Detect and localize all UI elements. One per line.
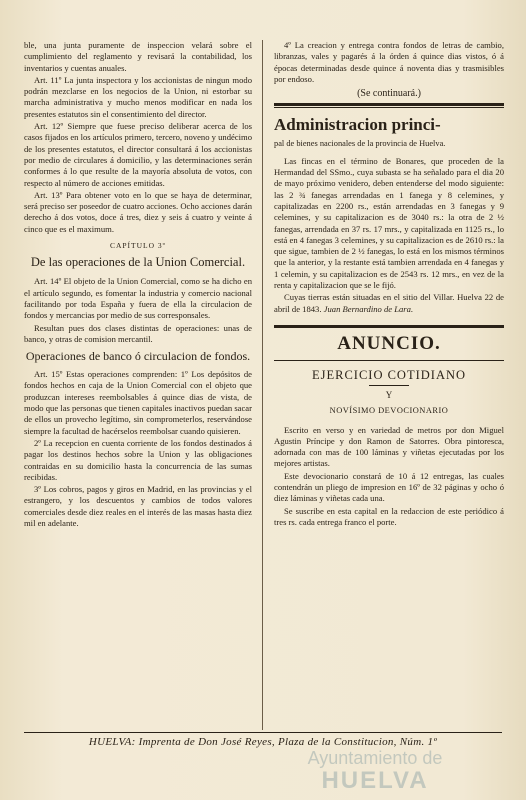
watermark-line: HUELVA — [321, 767, 429, 794]
section-heading-banco: Operaciones de banco ó circulacion de fondos. — [25, 349, 251, 364]
article-11: Art. 11º La junta inspectora y los accionistas de ningun modo podrán mezclarse en los negocios de la Union, ni estorbar su marcha administrativa y mucho menos modificar en nada los presentes estatutos sin el consentimiento del director. — [24, 74, 252, 119]
article-15: Art. 15º Estas operaciones comprenden: 1º Los depósitos de fondos hechos en caja de la Union Comercial con el objeto que produzcan intereses reembolsables á quince dias de vista, de modo que las personas que tienen capitales inactivos puedan sacar de ellos un provecho legítimo, sin comprometerlos, reservándose siempre la facultad de hacérselos reembolsar cuando quisieren. — [24, 369, 252, 436]
divider — [274, 103, 504, 106]
novisimo-heading: NOVÍSIMO DEVOCIONARIO — [329, 406, 449, 416]
watermark-logo — [255, 748, 495, 794]
continuation-note: (Se continuará.) — [357, 88, 421, 100]
conjunction: Y — [385, 389, 393, 400]
administration-subheading: pal de bienes nacionales de la provincia de Huelva. — [274, 139, 446, 149]
paragraph: 4º La creacion y entrega contra fondos de letras de cambio, libranzas, vales y pagarés á la órden á quince dias vistos, ó á épocas determinadas desde quince á noventa dias y trasmisibles por endoso. — [274, 40, 504, 84]
column-divider — [262, 40, 263, 730]
paragraph: Escrito en verso y en variedad de metros por don Miguel Agustin Príncipe y don Ramon de Satorres. Obra pintoresca, adornada con mas de 100 láminas y viñetas ejecutadas por los mejores artistas. — [274, 424, 504, 469]
paragraph: ble, una junta puramente de inspeccion velará sobre el cumplimiento del reglamento y revisará la contabilidad, los inventarios y cuentas anuales. — [24, 40, 252, 73]
article-12: Art. 12º Siempre que fuese preciso deliberar acerca de los casos fijados en los artículos primero, tercero, noveno y undécimo de los presentes estatutos, el director consultará á los accionistas por medio de circulares á domicilio, y las determinaciones serán conformes á lo que resulte de la mayoría absoluta de votos, con respecto al número de acciones emitidas. — [24, 121, 252, 188]
article-13: Art. 13º Para obtener voto en lo que se haya de determinar, será preciso ser poseedor de cuatro acciones. Ocho acciones darán derecho á dos votos, doce á tres, diez y seis á cuatro y veinte á cinco que es el maximum. — [24, 189, 252, 234]
paragraph: Resultan pues dos clases distintas de operaciones: unas de banco, y otras de comision mercantil. — [24, 322, 252, 344]
paragraph: 2º La recepcion en cuenta corriente de los fondos destinados á pagar los destinos hechos sobre la Union y las obligaciones contraidas en su domicilio hasta la concurrencia de las sumas recibidas. — [24, 437, 252, 482]
imprint-footer: HUELVA: Imprenta de Don José Reyes, Plaza de la Constitucion, Núm. 1º — [88, 736, 438, 748]
article-14: Art. 14º El objeto de la Union Comercial, como se ha dicho en el artículo segundo, es fomentar la industria y comercio nacional facilitando por toda España y fuera de ella la circulacion de fondos y mercancias por medio de sus corresponsales. — [24, 276, 252, 321]
paragraph-text: Cuyas tierras están situadas en el sitio del Villar. Huelva 22 de abril de 1843. — [274, 292, 504, 314]
divider — [369, 385, 409, 386]
watermark-line: Ayuntamiento de — [307, 748, 443, 768]
signature-text: Juan Bernardino de Lara. — [323, 303, 414, 314]
paragraph — [274, 292, 504, 315]
ejercicio-heading: EJERCICIO COTIDIANO — [311, 367, 467, 382]
chapter-label: CAPÍTULO 3º — [109, 241, 167, 251]
footer-divider — [24, 732, 502, 733]
administration-heading: Administracion princi- — [274, 115, 441, 135]
paragraph: Las fincas en el término de Bonares, que proceden de la Hermandad del SSmo., cuya subasta se ha señalado para el dia 20 de mayo próximo venidero, deben entenderse del modo siguiente: las 2 ¾ fanegas arrendadas en 1 fanega y 8 celemines, y capitalizadas en 2200 rs., están arrendadas en 3 fanegas y 9 celemines, y su capitalizacion es de 3040 rs.: la otra de 2 ½ fanegas, arrendada en 37 rs. 17 mrs., y capitalizada en 1125 rs., lo está en 4 fanegas 3 celemines, y su capitalizacion es de 2610 rs.: la que sigue, tambien de 2 ½ fanegas, lo está en los mismos términos que la anterior, y la restante está tambien arrendada en 4 fanegas y 1 celemin, y su capitalizacion es de 2543 rs. 12 mrs., en vez de la renta y capitalizacion que se le fijó. — [274, 155, 504, 291]
left-column — [24, 40, 252, 730]
paragraph: Este devocionario constará de 10 á 12 entregas, las cuales contendrán un pliego de impresion en 16º de 32 páginas y ocho ó diez láminas y viñetas cada una. — [274, 470, 504, 504]
paragraph: 3º Los cobros, pagos y giros en Madrid, en las provincias y el estrangero, y los descuentos y cambios de todos valores comerciales desde diez reales en el interés de las masas hasta diez mil en adelante. — [24, 484, 252, 528]
anuncio-heading: ANUNCIO. — [337, 332, 441, 354]
divider — [274, 107, 504, 108]
paragraph: Se suscribe en esta capital en la redaccion de este periódico á tres rs. cada entrega franco el porte. — [274, 505, 504, 527]
section-heading-operaciones: De las operaciones de la Union Comercial. — [30, 255, 246, 270]
right-column — [274, 40, 504, 730]
anuncio-banner — [274, 325, 504, 361]
